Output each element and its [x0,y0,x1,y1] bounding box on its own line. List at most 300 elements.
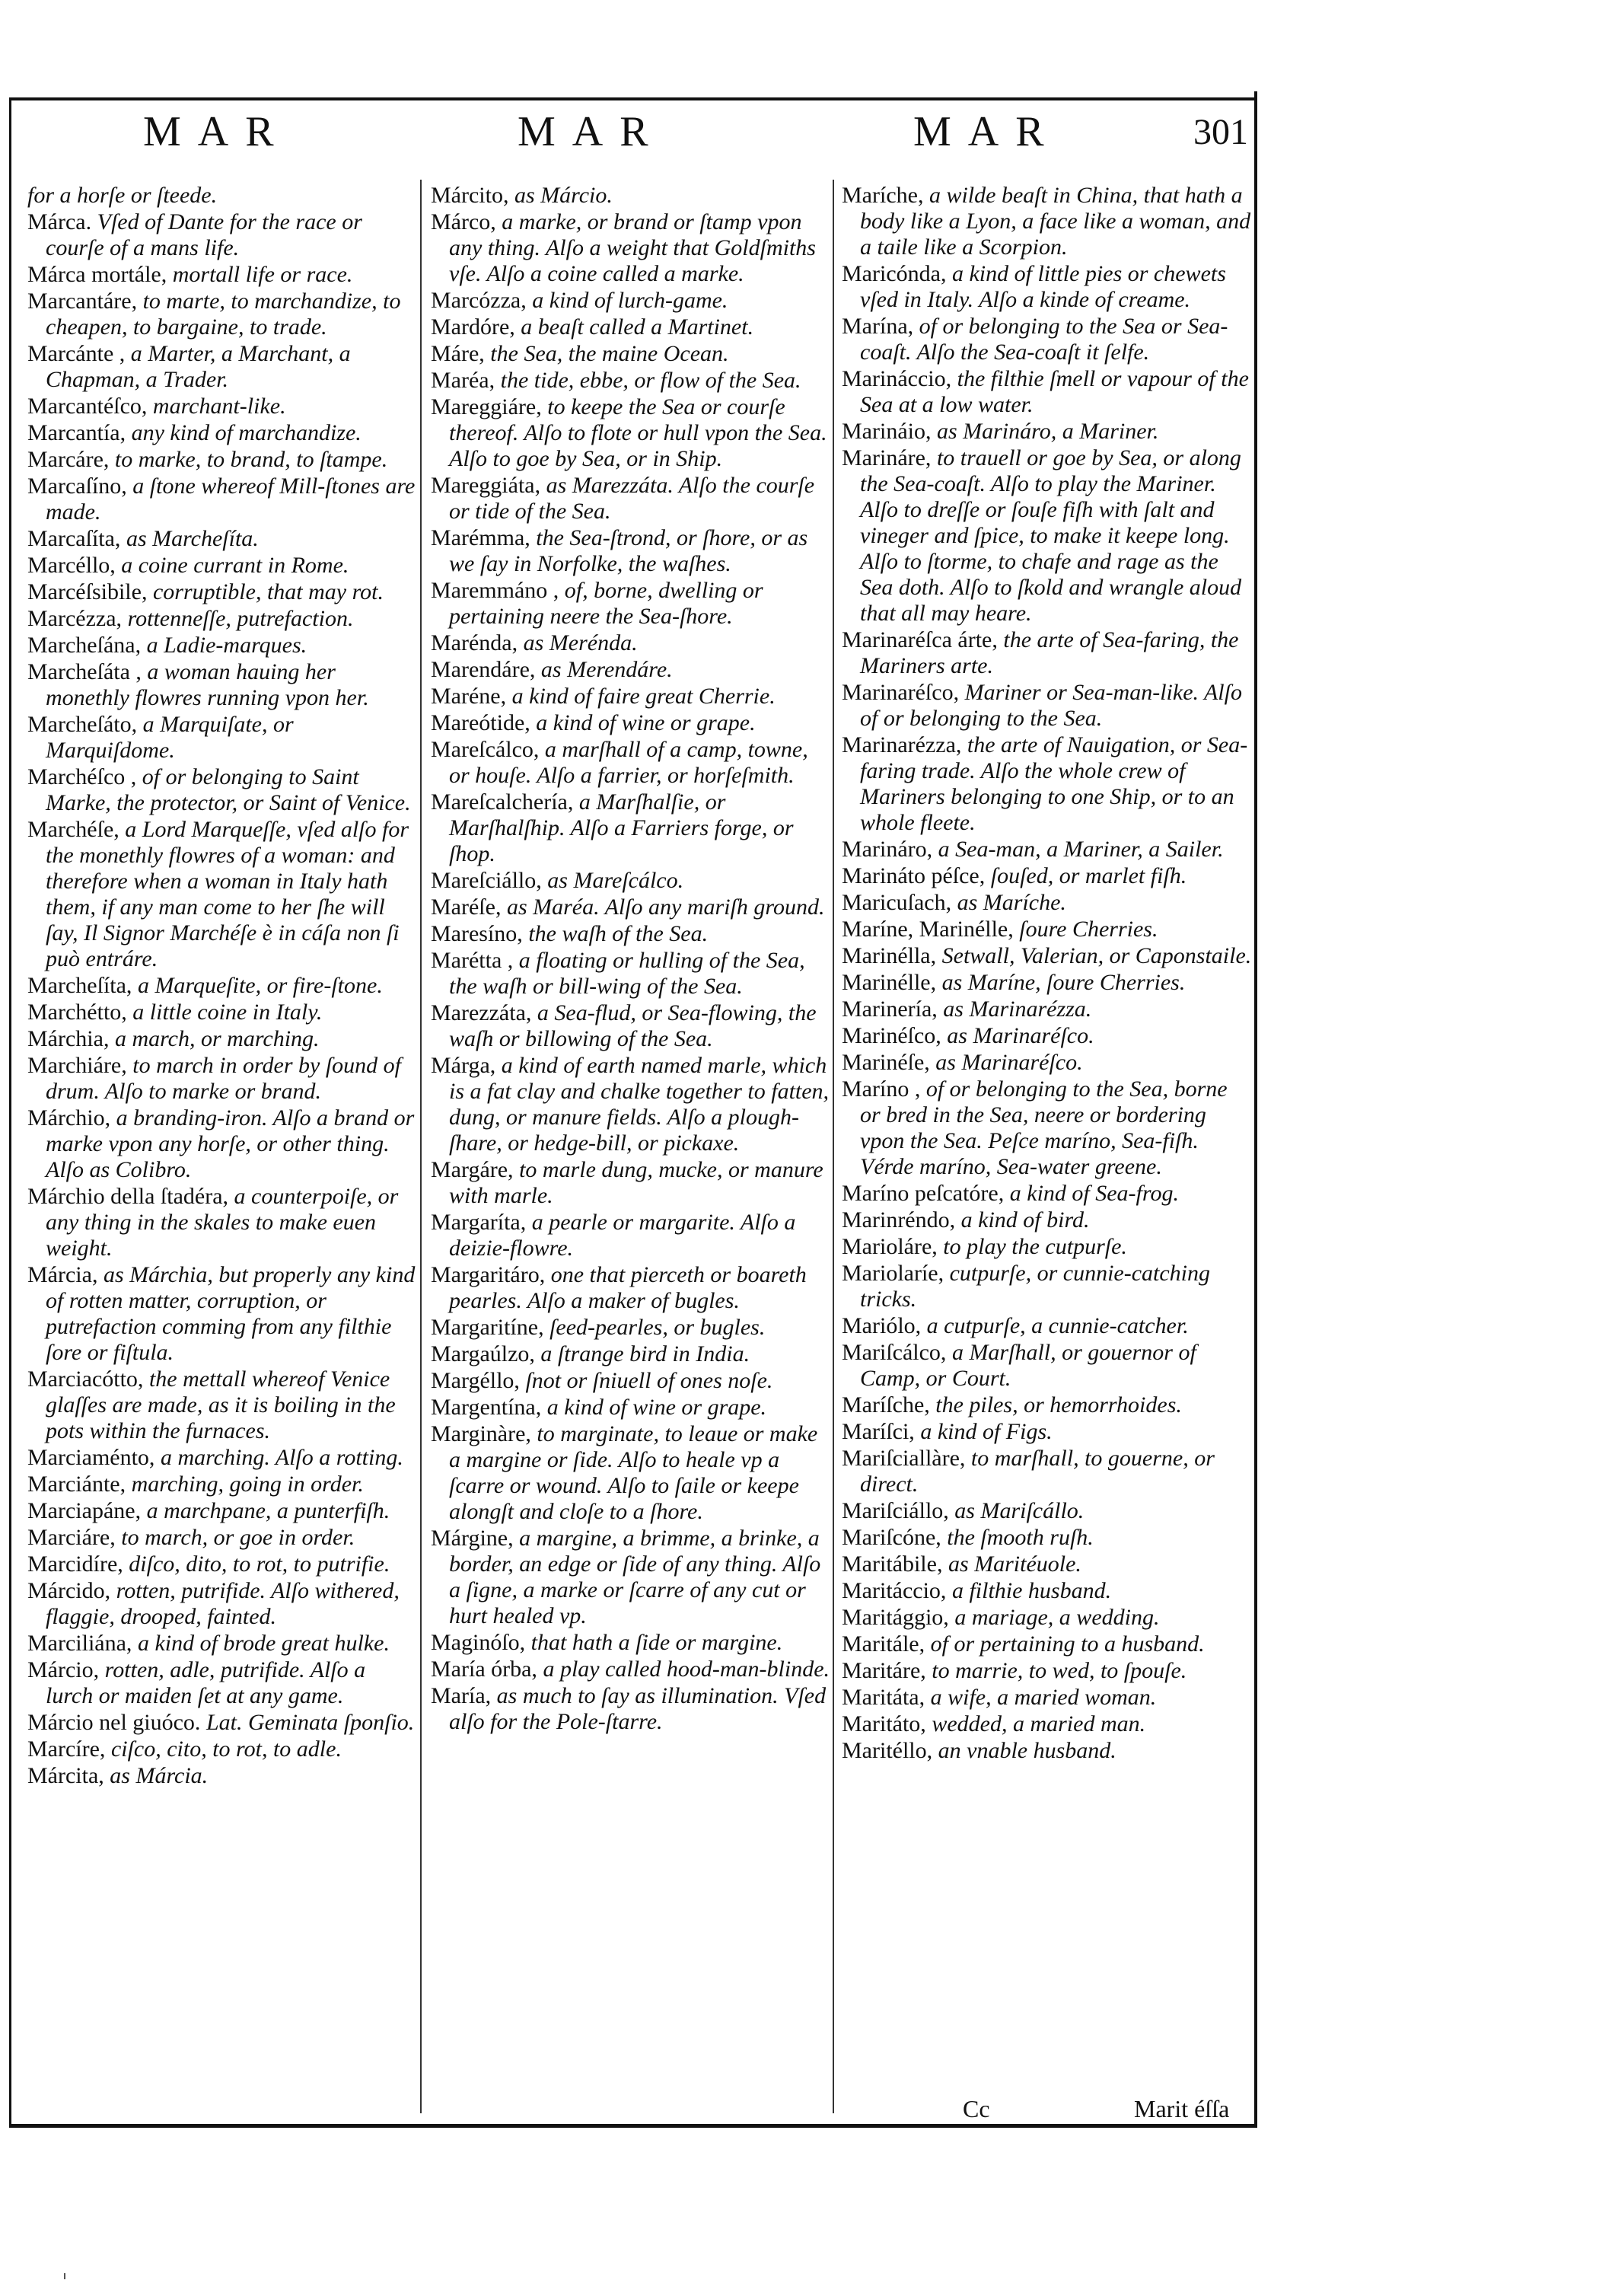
entry-definition: as much to ſay as illumination. Vſed alſo for the Pole-ſtarre. [449,1683,827,1734]
dictionary-entry [27,817,417,972]
entry-definition: a marke, or brand or ſtamp vpon any thing. Alſo a weight that Goldſmiths vſe. Alſo a coine called a marke. [449,209,816,286]
entry-definition: a marchpane, a punterfiſh. [146,1498,390,1523]
dictionary-entry [431,1421,831,1525]
running-head-center: MAR [518,108,665,155]
dictionary-entry [27,209,417,261]
entry-headword: Marcantía, [27,420,126,445]
dictionary-entry [27,1472,417,1497]
entry-definition: marching, going in order. [131,1472,364,1497]
dictionary-entry [842,1392,1253,1418]
entry-headword: Marchétto, [27,1000,127,1025]
dictionary-entry [431,684,831,710]
left-rule [9,99,11,2128]
entry-headword: Maremmáno , [431,578,559,603]
dictionary-entry [27,712,417,764]
dictionary-entry [431,710,831,736]
dictionary-entry [842,917,1253,942]
entry-headword: Marináio, [842,419,932,444]
entry-definition: as Marinaréſco. [935,1050,1083,1075]
entry-definition: a play called hood-man-blinde. [543,1657,830,1682]
entry-headword: Marcheſáta , [27,659,142,684]
entry-definition: of, borne, dwelling or pertaining neere the Sea-ſhore. [449,578,763,629]
entry-headword: Maritábile, [842,1551,943,1577]
entry-definition: a marſhall of a camp, towne, or houſe. Alſo a farrier, or horſeſmith. [449,737,808,788]
dictionary-entry [842,943,1253,969]
entry-definition: a branding-iron. Alſo a brand or marke vpon any horſe, or other thing. Alſo as Colibro. [46,1105,415,1182]
entry-definition: the ſmooth ruſh. [947,1525,1094,1550]
entry-definition: a kind of earth named marle, which is a fat clay and chalke together to fatten, dung, or manure fields. Alſo a plough-ſhare, or hedge-bill, or pickaxe. [449,1053,830,1156]
entry-definition: as Maríche. [957,890,1066,915]
dictionary-entry [842,183,1253,260]
entry-definition: corruptible, that may rot. [152,579,384,604]
entry-headword: Marcézza, [27,606,123,631]
entry-definition: as Márcio. [514,183,613,208]
entry-definition: a floating or hulling of the Sea, the waſh or bill-wing of the Sea. [449,948,805,999]
entry-definition: a Marter, a Marchant, a Chapman, a Trader. [46,341,351,392]
dictionary-entry [842,1631,1253,1657]
dictionary-entry [842,1685,1253,1711]
entry-headword: Márcita, [27,1763,104,1788]
entry-definition: of or belonging to the Sea, borne or bred in the Sea, neere or bordering vpon the Sea. Peſce maríno, Sea-fiſh. Vérde maríno, Sea-water greene. [860,1076,1228,1179]
dictionary-entry [431,1210,831,1261]
dictionary-entry [842,1261,1253,1312]
entry-definition: a kind of wine or grape. [546,1395,767,1420]
dictionary-entry [27,633,417,659]
entry-definition: as Marinaréſco. [947,1023,1094,1048]
dictionary-entry [27,553,417,579]
entry-definition: a filthie husband. [951,1578,1112,1603]
entry-definition: a kind of wine or grape. [536,710,756,735]
entry-definition: of or belonging to Saint Marke, the protector, or Saint of Venice. [46,764,411,815]
entry-headword: Márga, [431,1053,496,1078]
dictionary-entry [431,1157,831,1209]
entry-headword: Marciaménto, [27,1445,155,1470]
running-head-left: MAR [143,108,291,155]
entry-headword: Mareótide, [431,710,530,735]
dictionary-entry [27,1262,417,1366]
dictionary-entry [431,737,831,789]
entry-definition: that hath a ſide or margine. [530,1630,783,1655]
dictionary-entry [27,1184,417,1261]
dictionary-entry [27,1578,417,1630]
entry-headword: Márcio nel giuóco. [27,1710,201,1735]
dictionary-entry [842,1313,1253,1339]
entry-definition: the piles, or hemorrhoides. [935,1392,1182,1417]
entry-headword: Marcantáre, [27,289,138,314]
dictionary-entry [27,394,417,419]
dictionary-entry [27,289,417,340]
dictionary-entry [842,863,1253,889]
entry-definition: to trauell or goe by Sea, or along the Sea-coaſt. Alſo to play the Mariner. Alſo to dreſſe or ſouſe fiſh with ſalt and vineger and ſpice, to make it keepe long. Alſo to ſtorme, to chafe and rage as the Sea doth. Alſo to ſkold and wrangle aloud that all may heare. [860,445,1242,626]
entry-headword: Maríno , [842,1076,921,1102]
entry-headword: Maritáre, [842,1658,926,1683]
entry-definition: Setwall, Valerian, or Caponstaile. [941,943,1252,968]
entry-definition: as Mareſcálco. [547,868,684,893]
dictionary-entry [431,578,831,630]
entry-headword: Maritále, [842,1631,925,1657]
entry-definition: as Merénda. [523,630,638,655]
entry-definition: a cutpurſe, a cunnie-catcher. [926,1313,1189,1338]
dictionary-entry [842,1340,1253,1392]
entry-headword: Marginàre, [431,1421,531,1446]
dictionary-entry [842,837,1253,863]
entry-headword: Marinéſco, [842,1023,941,1048]
entry-headword: Margentína, [431,1395,542,1420]
dictionary-entry [842,627,1253,679]
entry-definition: a marching. Alſo a rotting. [160,1445,403,1470]
entry-headword: Maritággio, [842,1605,949,1630]
entry-headword: Margaritáro, [431,1262,546,1287]
dictionary-entry [431,314,831,340]
dictionary-entry [27,1498,417,1524]
dictionary-entry [842,1738,1253,1764]
entry-headword: Maríno peſcatóre, [842,1181,1005,1206]
dictionary-entry [27,1657,417,1709]
entry-definition: a Marſhalſie, or Marſhalſhip. Alſo a Farriers forge, or ſhop. [449,789,794,866]
dictionary-entry [842,1498,1253,1524]
entry-headword: Marináre, [842,445,932,470]
bottom-rule [9,2124,1257,2128]
dictionary-entry [27,1366,417,1444]
dictionary-entry [431,209,831,287]
entry-headword: Mareggiáta, [431,473,541,498]
entry-definition: a kind of lurch-game. [532,288,728,313]
dictionary-entry [431,1657,831,1682]
entry-definition: as Márcia. [110,1763,209,1788]
entry-headword: Marcaſíta, [27,526,121,551]
entry-definition: of or belonging to the Sea or Sea-coaſt. Alſo the Sea-coaſt it ſelfe. [860,314,1228,365]
entry-definition: Vſed of Dante for the race or courſe of a mans life. [46,209,362,260]
dictionary-entry [842,1234,1253,1260]
dictionary-entry [842,314,1253,365]
dictionary-entry [27,606,417,632]
dictionary-entry [27,579,417,605]
dictionary-entry [842,1076,1253,1180]
entry-headword: Marchéſco , [27,764,137,789]
entry-definition: ſouſed, or marlet fiſh. [990,863,1187,888]
dictionary-entry [431,341,831,367]
entry-headword: Marcáre, [27,447,110,472]
entry-definition: to march in order by ſound of drum. Alſo to marke or brand. [46,1053,402,1104]
entry-headword: Marcaſíno, [27,474,127,499]
entry-headword: Margaúlzo, [431,1341,535,1366]
dictionary-entry [27,1000,417,1025]
entry-definition: as Marcheſíta. [126,526,259,551]
entry-definition: to marte, to marchandize, to cheapen, to bargaine, to trade. [46,289,401,340]
dictionary-entry [431,1395,831,1421]
dictionary-entry [431,789,831,867]
entry-headword: Marciánte, [27,1472,126,1497]
entry-definition: as Mariſcállo. [954,1498,1085,1523]
entry-headword: Maritáccio, [842,1578,947,1603]
entry-headword: Marcéſsibile, [27,579,148,604]
dictionary-entry [431,868,831,894]
entry-headword: Marinéſe, [842,1050,930,1075]
entry-headword: Mareſcálco, [431,737,540,762]
entry-definition: wedded, a maried man. [932,1711,1146,1736]
dictionary-entry [842,1023,1253,1049]
entry-headword: Márca mortále, [27,262,167,287]
dictionary-entry [842,1181,1253,1207]
entry-headword: Mariólo, [842,1313,922,1338]
entry-definition: ſeed-pearles, or bugles. [549,1315,766,1340]
entry-headword: Maríne, Marinélle, [842,917,1014,942]
entry-definition: a Marqueſite, or fire-ſtone. [137,973,383,998]
dictionary-entry [431,1000,831,1052]
entry-headword: Maritáta, [842,1685,925,1710]
entry-definition: an vnable husband. [938,1738,1116,1763]
entry-definition: to march, or goe in order. [121,1525,355,1550]
entry-headword: Márgine, [431,1526,514,1551]
entry-definition: Lat. Geminata ſponſio. [205,1710,415,1735]
entry-definition: ſnot or ſniuell of ones noſe. [525,1368,773,1393]
entry-definition: a margine, a brimme, a brinke, a border, an edge or ſide of any thing. Alſo a ſigne, a marke or ſcarre of any cut or hurt healed vp. [449,1526,821,1628]
entry-definition: a ſtone whereof Mill-ſtones are made. [46,474,416,525]
entry-headword: Mariſciallàre, [842,1446,966,1471]
dictionary-entry [27,1525,417,1551]
entry-definition: a mariage, a wedding. [954,1605,1160,1630]
entry-definition: as Marezzáta. Alſo the courſe or tide of the Sea. [449,473,815,524]
entry-headword: Marciáre, [27,1525,116,1550]
entry-definition: a Lord Marqueſſe, vſed alſo for the monethly flowres of a woman: and therefore when a woman in Italy hath them, if any man come to her ſhe will ſay, Il Signor Marchéſe è in cáſa non ſi può entráre. [46,817,409,971]
entry-definition: a counterpoiſe, or any thing in the skales to make euen weight. [46,1184,399,1261]
dictionary-entry [431,1368,831,1394]
entry-headword: Marináto péſce, [842,863,986,888]
entry-headword: Marciacótto, [27,1366,144,1392]
entry-headword: Marciliána, [27,1631,132,1656]
entry-headword: Margaritíne, [431,1315,544,1340]
dictionary-column-3 [842,183,1253,1765]
entry-headword: Margaríta, [431,1210,527,1235]
dictionary-entry [27,1736,417,1762]
entry-headword: Mareſciállo, [431,868,542,893]
entry-headword: Márcia, [27,1262,98,1287]
entry-definition: a woman hauing her monethly flowres running vpon her. [46,659,369,710]
entry-definition: a Sea-man, a Mariner, a Sailer. [938,837,1224,862]
dictionary-entry [842,970,1253,996]
dictionary-entry [27,447,417,473]
dictionary-entry [27,1026,417,1052]
entry-definition: a kind of faire great Cherrie. [511,684,776,709]
dictionary-entry [27,973,417,999]
entry-headword: Marémma, [431,525,530,550]
entry-headword: Márco, [431,209,496,234]
dictionary-entry [431,921,831,947]
entry-definition: a kind of Sea-frog. [1009,1181,1179,1206]
dictionary-entry [842,1525,1253,1551]
dictionary-entry [27,1710,417,1736]
entry-headword: Marinería, [842,997,938,1022]
entry-definition: a wilde beaſt in China, that hath a body like a Lyon, a face like a woman, and a taile like a Scorpion. [860,183,1251,260]
entry-headword: Márcio, [27,1657,100,1682]
dictionary-entry [431,1262,831,1314]
dictionary-entry [27,262,417,288]
entry-headword: Margéllo, [431,1368,520,1393]
dictionary-entry [27,1053,417,1105]
entry-definition: to keepe the Sea or courſe thereof. Alſo to flote or hull vpon the Sea. Alſo to goe by Sea, or in Ship. [449,394,827,471]
dictionary-entry [842,1658,1253,1684]
right-rule [1254,91,1257,2128]
dictionary-entry [431,525,831,577]
entry-headword: Marcózza, [431,288,527,313]
entry-headword: Marinélle, [842,970,937,995]
entry-definition: as Maríne, ſoure Cherries. [941,970,1186,995]
entry-definition: the waſh of the Sea. [528,921,709,946]
running-head-right: MAR [913,108,1061,155]
dictionary-entry [27,1763,417,1789]
entry-headword: Maréne, [431,684,507,709]
entry-definition: cutpurſe, or cunnie-catching tricks. [860,1261,1211,1312]
dictionary-entry [842,419,1253,445]
entry-headword: María órba, [431,1657,537,1682]
entry-headword: Maréſe, [431,894,502,920]
entry-headword: Marciapáne, [27,1498,142,1523]
entry-headword: Máre, [431,341,485,366]
entry-headword: Marinarézza, [842,732,962,757]
entry-headword: Mariſcóne, [842,1525,941,1550]
entry-headword: Marioláre, [842,1234,938,1259]
entry-definition: a ſtrange bird in India. [540,1341,750,1366]
entry-headword: Marchiáre, [27,1053,127,1078]
entry-definition: a kind of Figs. [920,1419,1053,1444]
entry-definition: for a horſe or ſteede. [27,183,218,208]
entry-headword: Maresíno, [431,921,523,946]
entry-headword: Mariolaríe, [842,1261,944,1286]
dictionary-entry [27,1445,417,1471]
dictionary-entry [27,659,417,711]
dictionary-entry [842,997,1253,1022]
entry-definition: the mettall whereof Venice glaſſes are made, as it is boiling in the pots within the furnaces. [46,1366,396,1443]
dictionary-entry [431,894,831,920]
dictionary-entry [431,288,831,314]
dictionary-entry [431,1683,831,1735]
entry-definition: to marle dung, mucke, or manure with marle. [449,1157,823,1208]
dictionary-entry [842,1207,1253,1233]
dictionary-entry [27,183,417,209]
dictionary-entry [431,657,831,683]
catchword: Marit éſſa [1134,2095,1230,2122]
entry-headword: Marinréndo, [842,1207,956,1233]
entry-definition: one that pierceth or boareth pearles. Alſo a maker of bugles. [449,1262,807,1313]
entry-headword: Marcidíre, [27,1551,123,1577]
page-number: 301 [1193,112,1248,152]
entry-headword: Márchio, [27,1105,111,1130]
dictionary-entry [431,1053,831,1156]
entry-definition: a kind of brode great hulke. [137,1631,390,1656]
entry-headword: Marétta , [431,948,514,973]
entry-headword: Marinaréſco, [842,680,960,705]
entry-headword: Maritáto, [842,1711,926,1736]
entry-definition: to marke, to brand, to ſtampe. [114,447,388,472]
entry-headword: Marénda, [431,630,518,655]
entry-headword: Marína, [842,314,914,339]
entry-definition: a coine currant in Rome. [121,553,349,578]
entry-headword: Maríche, [842,183,924,208]
entry-headword: Marchéſe, [27,817,119,842]
entry-headword: Mariſciállo, [842,1498,949,1523]
entry-definition: ciſco, cito, to rot, to adle. [110,1736,342,1762]
entry-definition: a little coine in Italy. [132,1000,323,1025]
entry-headword: Marináro, [842,837,933,862]
entry-headword: Maríſci, [842,1419,915,1444]
entry-definition: the Sea, the maine Ocean. [490,341,729,366]
dictionary-entry [431,1341,831,1367]
entry-headword: Maréa, [431,368,495,393]
entry-definition: to play the cutpurſe. [943,1234,1127,1259]
dictionary-entry [431,1630,831,1656]
entry-headword: Maritéllo, [842,1738,933,1763]
entry-definition: a Ladie-marques. [146,633,307,658]
entry-definition: a kind of bird. [960,1207,1090,1233]
entry-definition: as Marinarézza. [943,997,1092,1022]
entry-definition: rottenneſſe, putrefaction. [127,606,354,631]
entry-definition: to marrie, to wed, to ſpouſe. [932,1658,1187,1683]
entry-headword: Maricuſach, [842,890,952,915]
dictionary-entry [431,948,831,1000]
entry-headword: Mardóre, [431,314,515,340]
dictionary-entry [27,764,417,816]
entry-definition: as Maréa. Alſo any mariſh ground. [506,894,825,920]
entry-definition: ſoure Cherries. [1019,917,1158,942]
signature-mark: Cc [963,2095,990,2122]
entry-definition: the tide, ebbe, or flow of the Sea. [500,368,801,393]
entry-definition: a beaſt called a Martinet. [521,314,754,340]
entry-headword: Márchia, [27,1026,110,1051]
dictionary-entry [842,1605,1253,1631]
top-rule [9,97,1257,100]
dictionary-entry [27,1631,417,1657]
dictionary-entry [842,1578,1253,1604]
dictionary-entry [842,1446,1253,1497]
column-divider [833,180,834,2113]
entry-definition: as Maritéuole. [948,1551,1081,1577]
entry-headword: Marcheſíta, [27,973,132,998]
dictionary-entry [431,368,831,394]
entry-definition: a Marſhall, or gouernor of Camp, or Court. [860,1340,1196,1391]
dictionary-entry [842,261,1253,313]
dictionary-entry [27,420,417,446]
entry-headword: Maríſche, [842,1392,930,1417]
entry-definition: mortall life or race. [172,262,353,287]
column-divider [420,180,422,2113]
entry-headword: Marinélla, [842,943,937,968]
entry-headword: Marendáre, [431,657,536,682]
entry-headword: Mareſcalchería, [431,789,574,815]
entry-definition: the filthie ſmell or vapour of the Sea at a low water. [860,366,1249,417]
entry-headword: Mariſcálco, [842,1340,947,1365]
dictionary-entry [842,445,1253,627]
entry-definition: the Sea-ſtrond, or ſhore, or as we ſay in Norfolke, the waſhes. [449,525,808,576]
dictionary-entry [842,680,1253,732]
entry-headword: Márchio della ſtadéra, [27,1184,229,1209]
entry-headword: Márcito, [431,183,509,208]
dictionary-entry [27,1105,417,1183]
entry-headword: Márca. [27,209,92,234]
entry-definition: as Merendáre. [540,657,673,682]
dictionary-entry [27,1551,417,1577]
entry-definition: a wife, a maried woman. [930,1685,1157,1710]
entry-definition: the arte of Sea-faring, the Mariners arte. [860,627,1239,678]
dictionary-entry [27,341,417,393]
dictionary-entry [842,366,1253,418]
page-edge-mark [64,2273,65,2279]
entry-definition: to marſhall, to gouerne, or direct. [860,1446,1215,1497]
dictionary-entry [431,1526,831,1629]
dictionary-column-2 [431,183,831,1736]
dictionary-entry [27,526,417,552]
dictionary-entry [842,1551,1253,1577]
entry-definition: to marginate, to leaue or make a margine or ſide. Alſo to heale vp a ſcarre or wound. Alſo to ſaile or keepe alongſt and cloſe to a ſhore. [449,1421,818,1524]
